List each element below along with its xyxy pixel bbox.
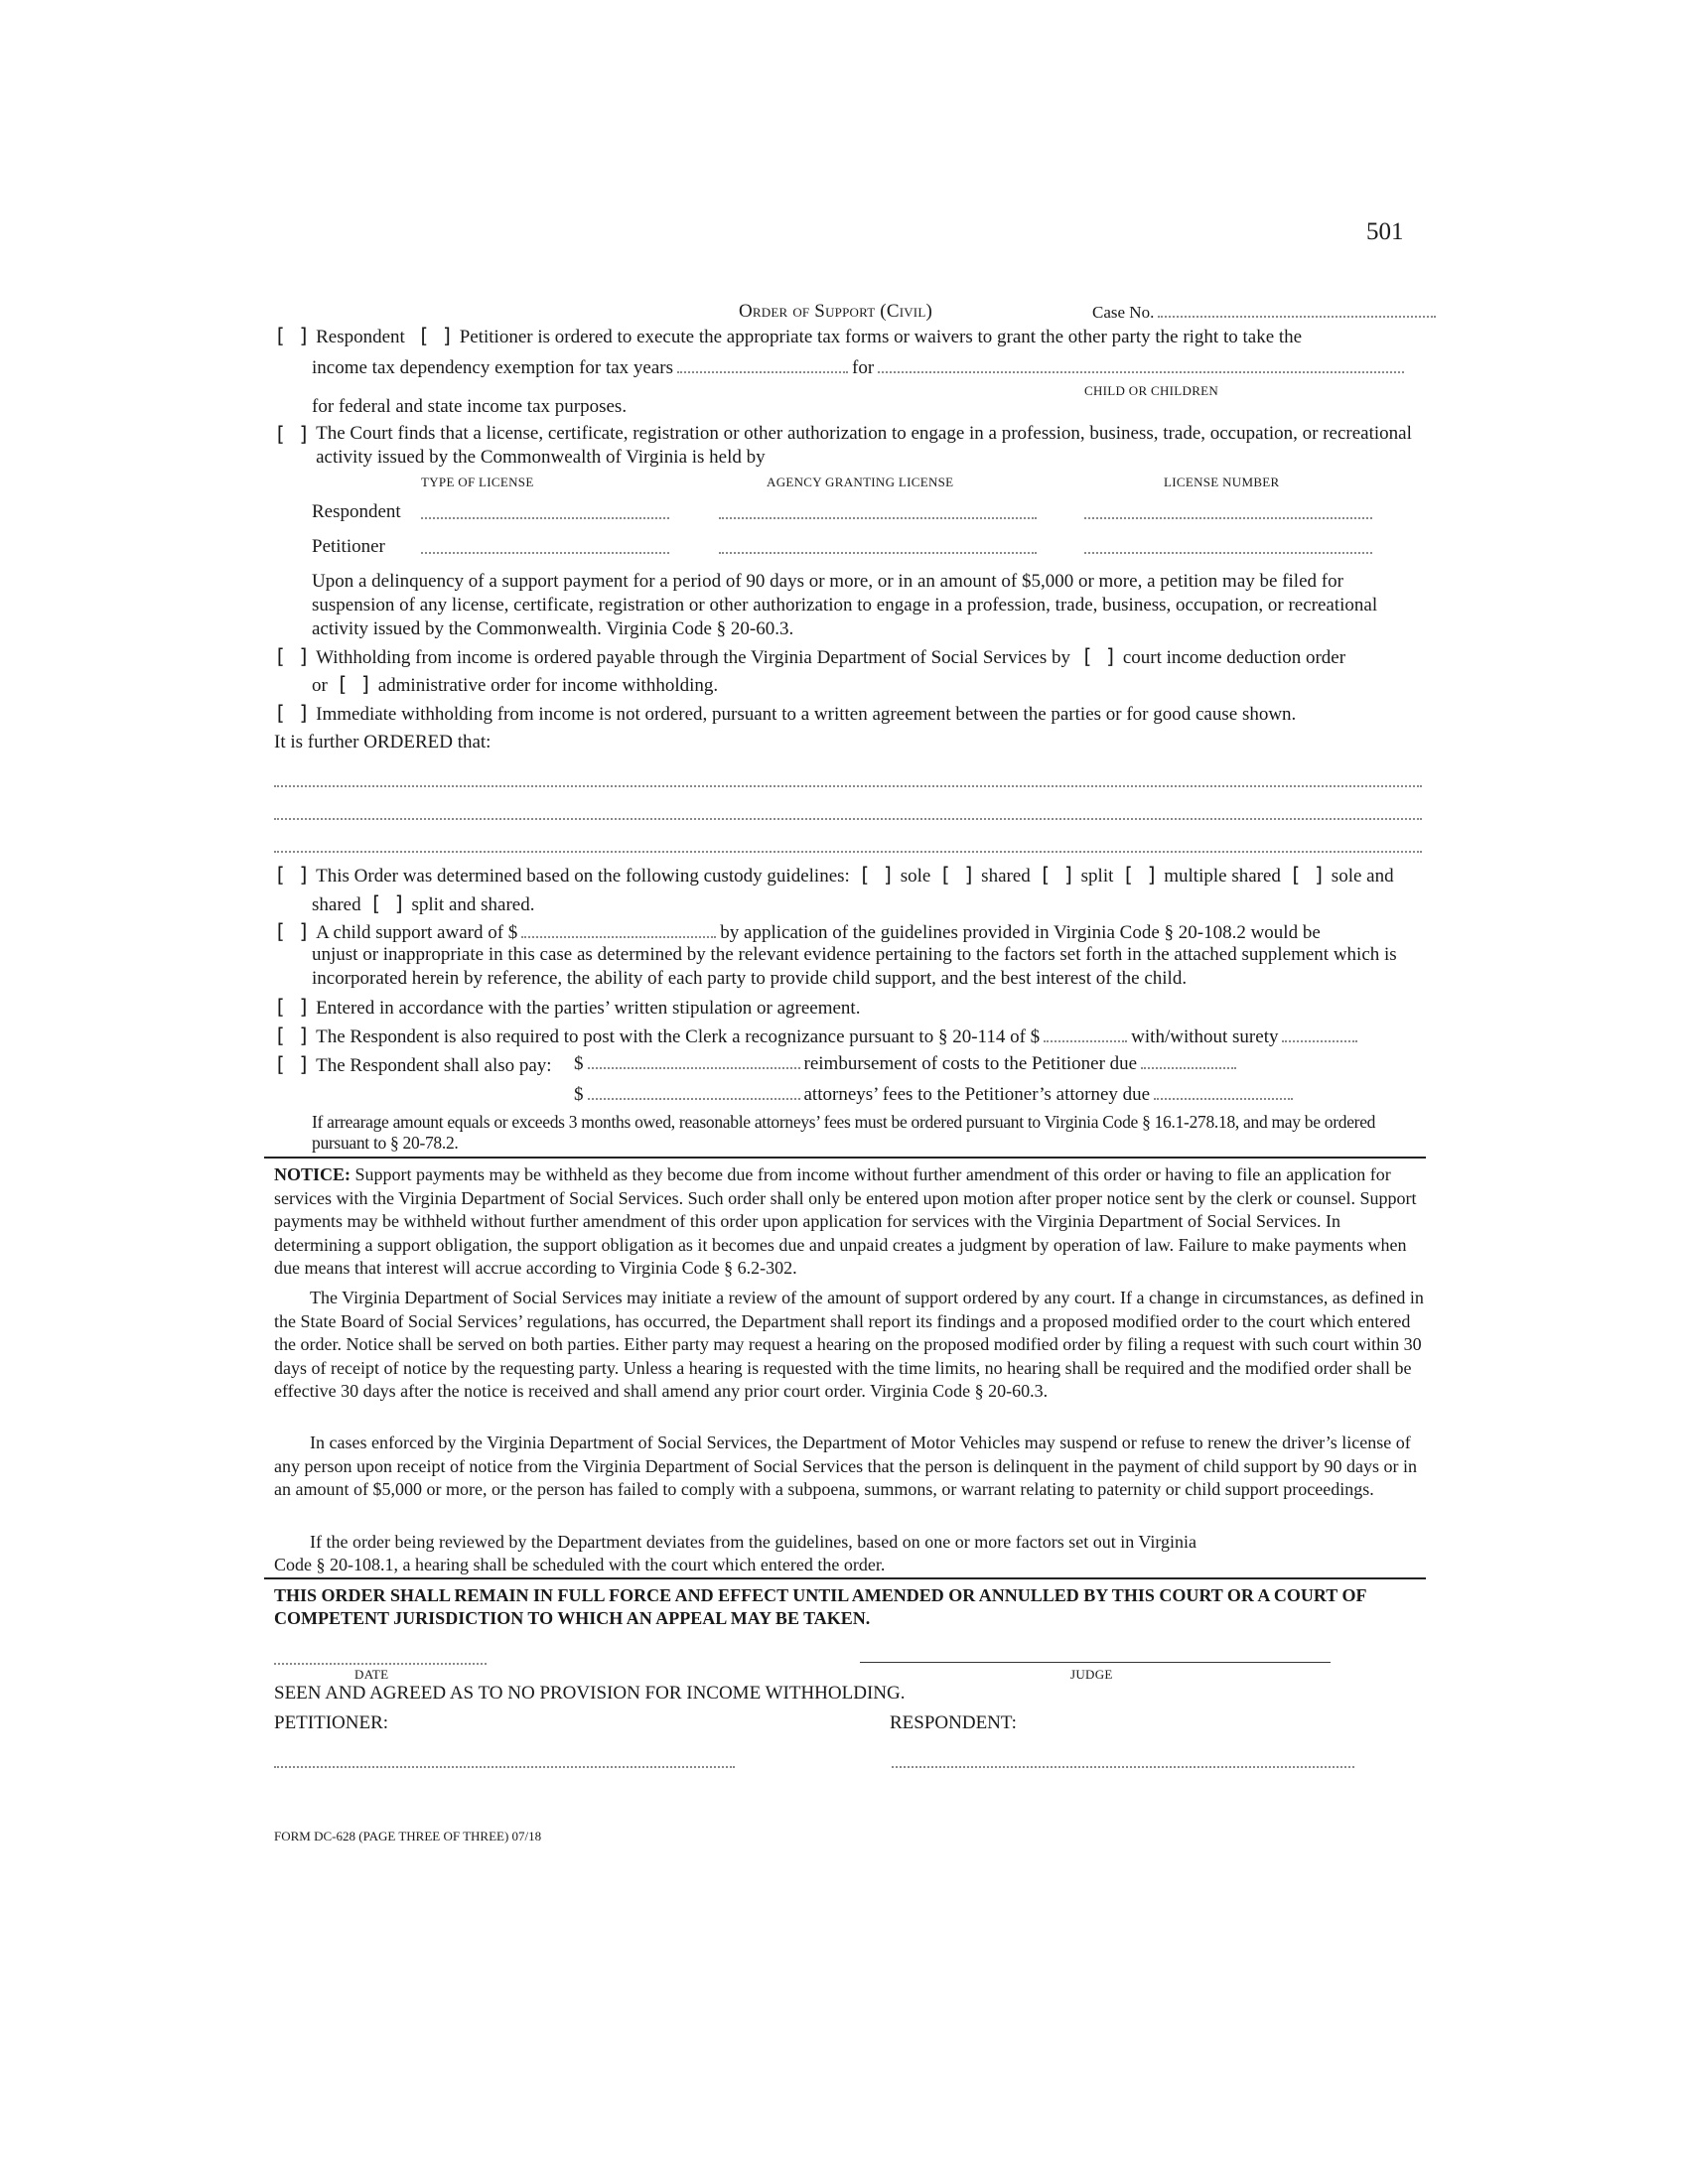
full-force-statement: THIS ORDER SHALL REMAIN IN FULL FORCE AND EFFECT UNTIL AMENDED OR ANNULLED BY THIS COURT OR A COURT OF COMPETENT JURISDICTION TO WHICH AN APPEAL MAY BE TAKEN. [274, 1585, 1366, 1628]
award-guidelines: by application of the guidelines provided in Virginia Code § 20-108.2 would be [720, 922, 1321, 943]
withholding-text: Withholding from income is ordered payable through the Virginia Department of Social Services by [316, 647, 1070, 668]
respondent-sign-label: RESPONDENT: [890, 1712, 1017, 1733]
license-checkbox[interactable]: [ ] [274, 422, 311, 446]
court-order-checkbox[interactable]: [ ] [1080, 644, 1117, 668]
tax-exemption-line1 [274, 324, 1302, 349]
petitioner-sign-label: PETITIONER: [274, 1712, 389, 1733]
tax-text: Petitioner is ordered to execute the appropriate tax forms or waivers to grant the other party the right to take the [459, 327, 1303, 347]
notice-p1 [274, 1163, 1426, 1281]
respondent-tax-checkbox[interactable]: [ ] [274, 324, 311, 347]
surety-label: with/without surety [1131, 1026, 1279, 1047]
immediate-withholding [274, 701, 1296, 727]
fees-line [574, 1083, 1297, 1107]
further-blank-2[interactable] [274, 803, 1422, 827]
tax-years-label: income tax dependency exemption for tax years [312, 357, 674, 378]
case-number-field [1092, 301, 1440, 325]
sole-label: sole [900, 866, 931, 887]
shared-checkbox[interactable]: [ ] [939, 863, 976, 887]
sole-and-label: sole and [1331, 866, 1394, 887]
notice-p1-text: Support payments may be withheld as they become due from income without further amendment of this order or having to file an application for services with the Virginia Department of Social Services. Such order shall only be entered upon motion after proper notice sent by the clerk or counsel. Support payments may be withheld without further amendment of this order upon application for services with the Virginia Department of Social Services. In determining a support obligation, the support obligation as it becomes due and unpaid creates a judgment by operation of law. Failure to make payments when due means that interest will accrue according to Virginia Code § 6.2-302. [274, 1164, 1417, 1278]
date-caption: DATE [354, 1667, 389, 1682]
withholding-checkbox[interactable]: [ ] [274, 644, 311, 668]
pay-label: The Respondent shall also pay: [316, 1055, 552, 1076]
notice-top-divider [264, 1157, 1426, 1159]
custody-line2 [312, 891, 534, 917]
multiple-shared-label: multiple shared [1164, 866, 1281, 887]
pay-checkbox[interactable]: [ ] [274, 1052, 311, 1076]
sole-checkbox[interactable]: [ ] [858, 863, 895, 887]
split-checkbox[interactable]: [ ] [1039, 863, 1075, 887]
license-row-petitioner-label: Petitioner [312, 536, 385, 557]
recognizance-amount-blank[interactable] [1044, 1036, 1127, 1042]
arrearage-text: If arrearage amount equals or exceeds 3 months owed, reasonable attorneys’ fees must be ordered pursuant to Virginia Code § 16.1-278.18, and may be ordered pursuant to § 20-78.2. [312, 1112, 1376, 1153]
admin-order-checkbox[interactable]: [ ] [336, 672, 372, 696]
col-license-type: TYPE OF LICENSE [421, 475, 534, 489]
judge-caption: JUDGE [1070, 1667, 1113, 1682]
multiple-shared-checkbox[interactable]: [ ] [1122, 863, 1159, 887]
recognizance-line [274, 1024, 1361, 1049]
split-label: split [1080, 866, 1114, 887]
stipulation-checkbox[interactable]: [ ] [274, 995, 311, 1019]
admin-order-label: administrative order for income withholding. [377, 675, 719, 696]
notice-bottom-divider [264, 1577, 1426, 1579]
fees-dollar: $ [574, 1084, 584, 1105]
recognizance-text: The Respondent is also required to post with the Clerk a recognizance pursuant to § 20-114 of $ [316, 1026, 1041, 1047]
license-row-respondent-label: Respondent [312, 501, 401, 522]
shared-cont-label: shared [312, 894, 361, 915]
custody-line1 [274, 863, 1394, 888]
notice-p4a: If the order being reviewed by the Department deviates from the guidelines, based on one or more factors set out in Virginia [310, 1532, 1196, 1552]
stipulation-line [274, 995, 860, 1021]
award-amount-blank[interactable] [521, 932, 716, 938]
respondent-label: Respondent [316, 327, 405, 347]
reimb-label: reimbursement of costs to the Petitioner due [803, 1053, 1138, 1074]
notice-label: NOTICE: [274, 1164, 352, 1184]
stipulation-text: Entered in accordance with the parties’ written stipulation or agreement. [316, 998, 861, 1019]
immediate-checkbox[interactable]: [ ] [274, 701, 311, 725]
reimb-amount-blank[interactable] [588, 1063, 800, 1069]
tax-years-blank[interactable] [677, 367, 848, 373]
award-checkbox[interactable]: [ ] [274, 919, 311, 943]
award-label: A child support award of $ [316, 922, 518, 943]
col-agency: AGENCY GRANTING LICENSE [767, 475, 954, 489]
fees-amount-blank[interactable] [588, 1094, 800, 1100]
respondent-type-blank[interactable] [417, 502, 673, 526]
custody-text: This Order was determined based on the following custody guidelines: [316, 866, 850, 887]
award-line1 [274, 919, 1321, 945]
split-and-shared-label: split and shared. [411, 894, 535, 915]
petitioner-tax-checkbox[interactable]: [ ] [417, 324, 454, 347]
reimb-dollar: $ [574, 1053, 584, 1074]
split-and-shared-checkbox[interactable]: [ ] [369, 891, 406, 915]
respondent-agency-blank[interactable] [715, 502, 1041, 526]
pay-line1 [274, 1052, 552, 1078]
fees-due-blank[interactable] [1154, 1094, 1293, 1100]
page-number: 501 [1366, 218, 1404, 245]
form-title: Order of Support (Civil) [739, 301, 933, 322]
custody-checkbox[interactable]: [ ] [274, 863, 311, 887]
notice-p2: The Virginia Department of Social Services may initiate a review of the amount of support ordered by any court. If a change in circumstances, as defined in the State Board of Social Services’ regulations, has occurred, the Department shall report its findings and a proposed modified order to the court which entered the order. Notice shall be served on both parties. Either party may request a hearing on the proposed modified order by filing a request with such court within 30 days of receipt of notice by the requesting party. Unless a hearing is requested with the time limits, no hearing shall be required and the modified order shall be effective 30 days after the notice is received and shall amend any prior court order. Virginia Code § 20-60.3. [274, 1288, 1424, 1401]
reimb-due-blank[interactable] [1141, 1063, 1236, 1069]
court-order-label: court income deduction order [1122, 647, 1346, 668]
tax-purpose: for federal and state income tax purposes. [312, 396, 628, 417]
for-label: for [852, 357, 875, 378]
petitioner-sign-blank[interactable] [274, 1751, 735, 1775]
tax-exemption-line2 [312, 356, 1408, 380]
shared-label: shared [981, 866, 1031, 887]
further-blank-1[interactable] [274, 770, 1422, 794]
notice-p4b: Code § 20-108.1, a hearing shall be scheduled with the court which entered the order. [274, 1555, 886, 1574]
surety-blank[interactable] [1282, 1036, 1357, 1042]
respondent-sign-blank[interactable] [892, 1751, 1354, 1775]
withholding-line2 [312, 672, 718, 698]
case-number-label: Case No. [1092, 303, 1155, 322]
seen-agreed: SEEN AND AGREED AS TO NO PROVISION FOR INCOME WITHHOLDING. [274, 1683, 906, 1704]
license-text: The Court finds that a license, certificate, registration or other authorization to engage in a profession, business, trade, occupation, or recreational activity issued by the Commonwealth of Virginia is held by [316, 423, 1412, 468]
children-blank[interactable] [878, 367, 1404, 373]
petitioner-agency-blank[interactable] [715, 537, 1041, 561]
delinquency-text: Upon a delinquency of a support payment for a period of 90 days or more, or in an amount of $5,000 or more, a petition may be filed for suspension of any license, certificate, registration or other authorization to engage in a profession, trade, business, occupation, or recreational activity issued by the Commonwealth. Virginia Code § 20-60.3. [312, 571, 1378, 639]
reimbursement-line [574, 1052, 1240, 1076]
respondent-number-blank[interactable] [1080, 502, 1376, 526]
award-text: unjust or inappropriate in this case as determined by the relevant evidence pertaining to the factors set forth in the attached supplement which is incorporated herein by reference, the ability of each party to provide child support, and the best interest of the child. [312, 944, 1397, 989]
license-finding [274, 422, 1426, 470]
notice-p3: In cases enforced by the Virginia Department of Social Services, the Department of Motor Vehicles may suspend or refuse to renew the driver’s license of any person upon receipt of notice from the Virginia Department of Social Services that the person is delinquent in the payment of child support by 90 days or in an amount of $5,000 or more, or the person has failed to comply with a subpoena, summons, or warrant relating to paternity or child support proceedings. [274, 1433, 1417, 1499]
fees-label: attorneys’ fees to the Petitioner’s attorney due [803, 1084, 1151, 1105]
form-footer: FORM DC-628 (PAGE THREE OF THREE) 07/18 [274, 1829, 542, 1843]
further-ordered: It is further ORDERED that: [274, 732, 492, 752]
recognizance-checkbox[interactable]: [ ] [274, 1024, 311, 1047]
child-caption: CHILD OR CHILDREN [1084, 383, 1219, 398]
withholding-line1 [274, 644, 1345, 670]
immediate-text: Immediate withholding from income is not ordered, pursuant to a written agreement between the parties or for good cause shown. [316, 704, 1297, 725]
case-number-blank[interactable] [1158, 312, 1436, 318]
col-license-number: LICENSE NUMBER [1164, 475, 1280, 489]
sole-and-shared-checkbox[interactable]: [ ] [1289, 863, 1326, 887]
petitioner-type-blank[interactable] [417, 537, 673, 561]
petitioner-number-blank[interactable] [1080, 537, 1376, 561]
or-label: or [312, 675, 328, 696]
further-blank-3[interactable] [274, 836, 1422, 860]
